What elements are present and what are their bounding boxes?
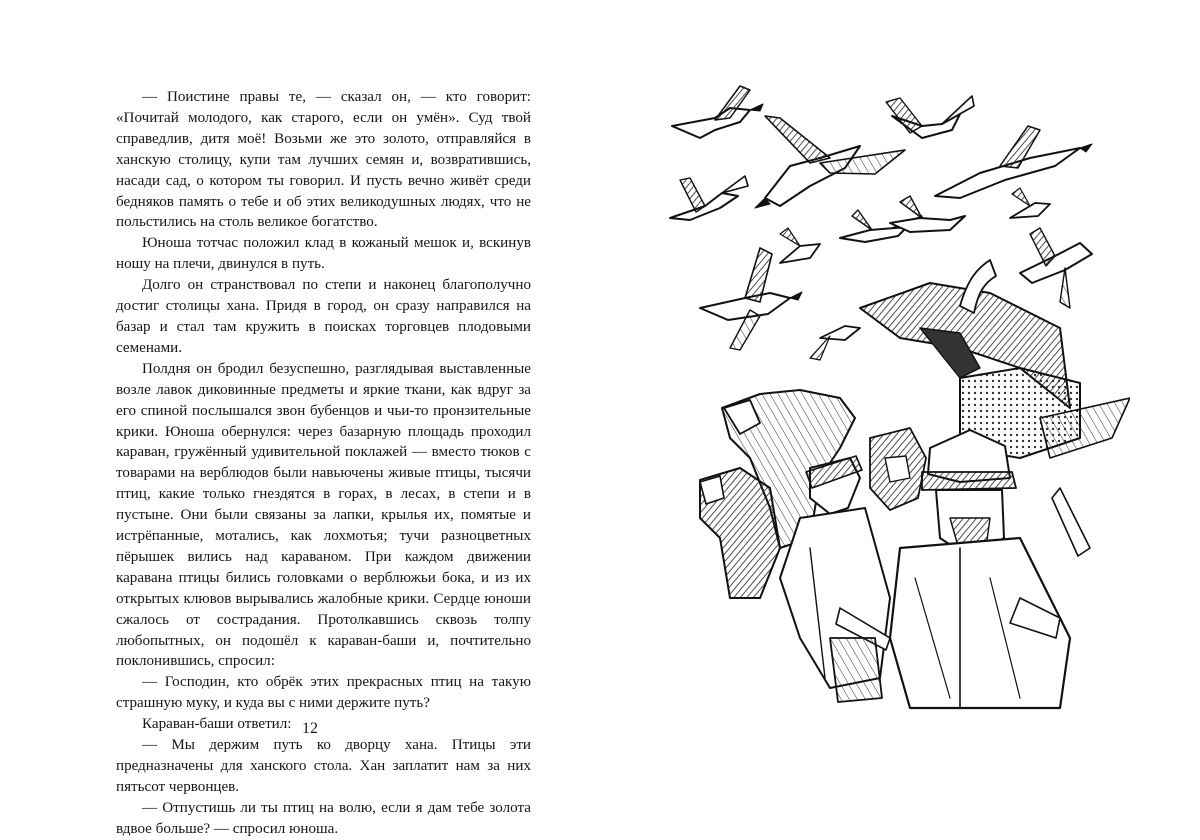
bird-icon [1020,228,1092,308]
paragraph: — Господин, кто обрёк этих прекрасных птиц на такую страшную муку, и куда вы с ними держите путь? [116,674,531,712]
page-number: 12 [302,720,318,737]
paragraph: Караван-баши ответил: [142,716,292,733]
bird-icon [890,196,965,232]
bird-icon [1010,188,1050,218]
caravan-scene [700,368,1130,708]
left-page [0,0,600,837]
paragraph: Полдня он бродил безуспешно, разглядывая выставленные возле лавок диковинные предметы и яркие ткани, как вдруг за его спиной послышался звон бубенцов и чьи-то пронзительные крики. Юноша обернулся: через базарную площадь проходил караван, гружённый удивительной поклажей — вместо тюков с товарами на верблюдов были навьючены живые птицы, тысячи птиц, какие только гнездятся в горах, в лесах, в степи и в пустыне. Они были связаны за лапки, крылья их, помятые и истрёпанные, мотались, как лохмотья; тучи разноцветных пёрышек вились над караваном. При каждом движении каравана птицы бились головками о верблюжьи бока, и из их открытых клювов вырывались жалобные крики. Сердце юноши сжалось от сострадания. Протолкавшись сквозь толпу любопытных, он подошёл к караван-баши и, почтительно поклонившись, спросил: [116,360,531,670]
flying-birds [670,86,1092,408]
bird-icon [935,126,1092,198]
bird-icon [700,248,802,350]
paragraph: — Отпустишь ли ты птиц на волю, если я дам тебе золота вдвое больше? — спросил юноша. [116,799,531,837]
person-back [870,428,926,510]
bird-icon [672,86,763,138]
bird-icon [886,96,974,138]
paragraph: — Поистине правы те, — сказал он, — кто говорит: «Почитай молодого, как старого, если он умён». Суд твой справедлив, дитя моё! Возьми же это золото, отправляйся в ханскую столицу, купи там лучших семян и, возвратившись, насади сад, о котором ты говорил. И пусть вечно живёт среди бедняков память о тебе и об этих великодушных людях, что не польстились на столь великое богатство. [116,89,531,231]
paragraph: Юноша тотчас положил клад в кожаный мешок и, вскинув ношу на плечи, двинулся в путь. [116,235,531,273]
bird-icon [670,176,748,220]
bird-icon [755,116,905,208]
right-page [600,0,1200,812]
paragraph: — Мы держим путь ко дворцу хана. Птицы эти предназначены для ханского стола. Хан заплатит нам за них пятьсот червонцев. [116,737,531,795]
bird-icon [810,326,860,360]
paragraph: Долго он странствовал по степи и наконец благополучно достиг столицы хана. Придя в город, он сразу направился на базар и стал там кружить в поисках торговцев плодовыми семенами. [116,277,531,356]
caravan-birds-illustration [660,78,1130,718]
bird-icon [780,228,820,263]
